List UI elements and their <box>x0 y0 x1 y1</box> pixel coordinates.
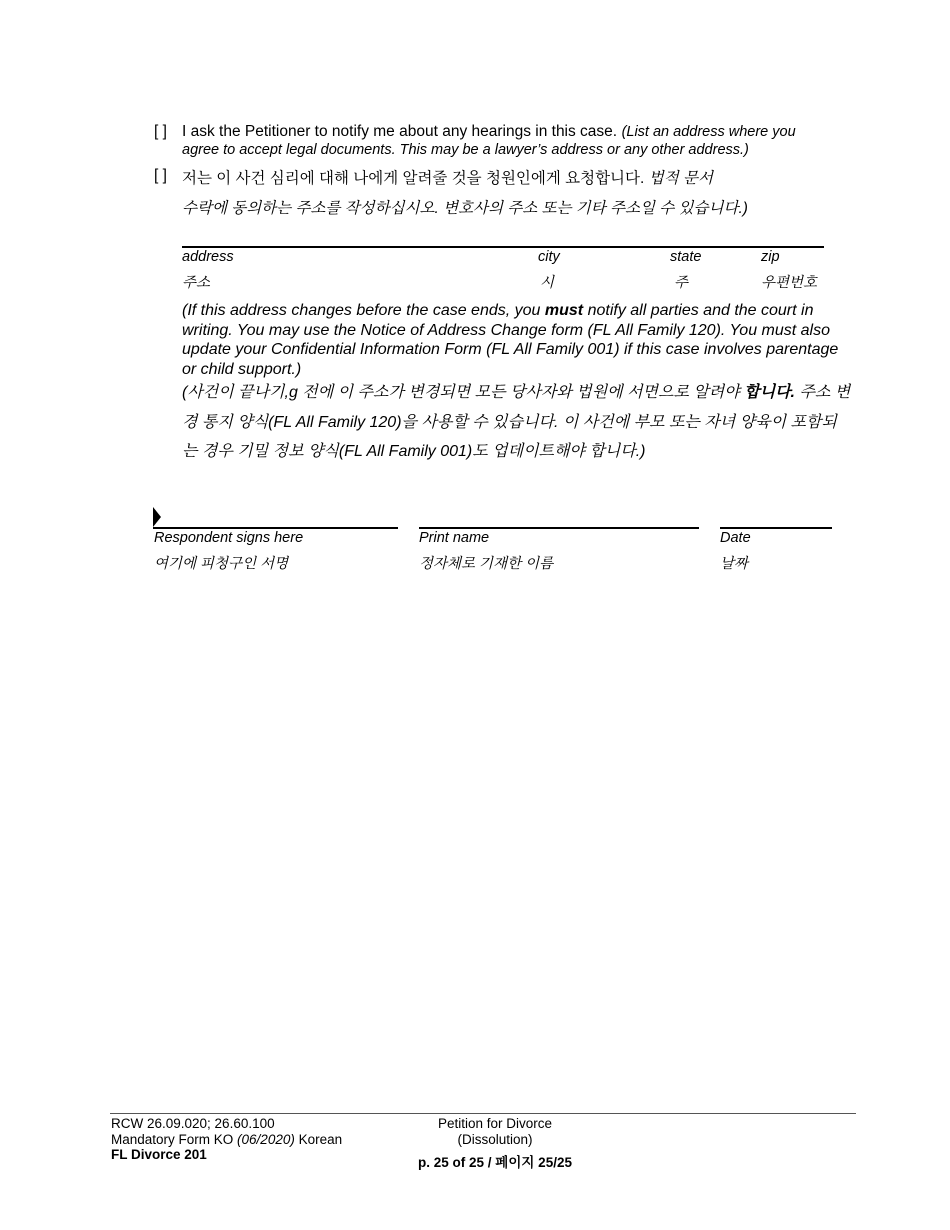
footer-language: Korean <box>294 1132 343 1147</box>
request-text-ko <box>182 166 713 188</box>
request-note-ko: 법적 문서 <box>648 170 713 187</box>
city-label-ko: 시 <box>540 275 555 291</box>
footer-rcw: RCW 26.09.020; 26.60.100 <box>111 1116 275 1131</box>
request-statement-ko: 저는 이 사건 심리에 대해 나에게 알려줄 것을 청원인에게 요청합니다. <box>182 170 645 187</box>
footer-title-line2: (Dissolution) <box>457 1132 533 1147</box>
address-change-notice-ko <box>182 378 852 467</box>
notice-text-ko-cont: 주소 변경 통지 양식(FL All Family 120)을 사용할 수 있습니다. 이 사건에 부모 또는 자녀 양육이 포함되는 경우 기밀 정보 양식(FL All Family 001)도 업데이트해야 합니다.) <box>182 384 851 460</box>
date-line[interactable] <box>720 527 832 529</box>
signature-label: Respondent signs here <box>154 530 304 546</box>
notice-must: must <box>544 302 584 319</box>
date-label: Date <box>720 530 751 546</box>
address-line[interactable] <box>182 246 824 248</box>
zip-label: zip <box>761 249 780 265</box>
footer-mandatory-label: Mandatory Form KO <box>111 1132 238 1147</box>
state-label: state <box>670 249 702 265</box>
footer-form-id: FL Divorce 201 <box>111 1147 207 1162</box>
address-change-notice <box>182 301 852 379</box>
request-note: (List an address where you <box>621 124 796 140</box>
request-checkbox-ko[interactable]: [ ] <box>154 167 167 184</box>
notice-bold-ko: 합니다. <box>744 384 795 401</box>
sign-here-arrow-icon <box>153 507 161 527</box>
request-statement: I ask the Petitioner to notify me about any hearings in this case. <box>182 123 618 140</box>
footer-mandatory <box>111 1132 342 1147</box>
print-name-line[interactable] <box>419 527 699 529</box>
signature-line[interactable] <box>153 527 398 529</box>
request-note-ko-line2: 수락에 동의하는 주소를 작성하십시오. 변호사의 주소 또는 기타 주소일 수 있습니다.) <box>182 200 748 217</box>
footer-title <box>395 1116 595 1171</box>
notice-text-cont: notify all parties and the court in writing. You may use the Notice of Address Change form (FL All Family 120). You must also update your Confidential Information Form (FL All Family 001) if this case involves parentage or child support.) <box>182 302 839 378</box>
footer-divider <box>110 1113 856 1114</box>
footer-title-line1: Petition for Divorce <box>437 1116 553 1131</box>
address-label: address <box>182 249 234 265</box>
footer-page-number: p. 25 of 25 / 페이지 25/25 <box>418 1155 572 1170</box>
address-label-ko: 주소 <box>182 275 211 291</box>
footer-version: (06/2020) <box>237 1132 295 1147</box>
request-note-line2: agree to accept legal documents. This may be a lawyer’s address or any other address.) <box>182 142 749 158</box>
notice-text: (If this address changes before the case ends, you <box>182 302 545 319</box>
signature-label-ko: 여기에 피청구인 서명 <box>154 556 289 572</box>
date-label-ko: 날짜 <box>720 556 749 572</box>
request-checkbox-en[interactable]: [ ] <box>154 123 167 140</box>
state-label-ko: 주 <box>674 275 689 291</box>
zip-label-ko: 우편번호 <box>761 275 818 291</box>
city-label: city <box>538 249 560 265</box>
print-name-label-ko: 정자체로 기재한 이름 <box>419 556 554 572</box>
request-text-en <box>182 123 796 141</box>
notice-text-ko: (사건이 끝나기,g 전에 이 주소가 변경되면 모든 당사자와 법원에 서면으로 알려야 <box>182 384 745 401</box>
print-name-label: Print name <box>419 530 490 546</box>
